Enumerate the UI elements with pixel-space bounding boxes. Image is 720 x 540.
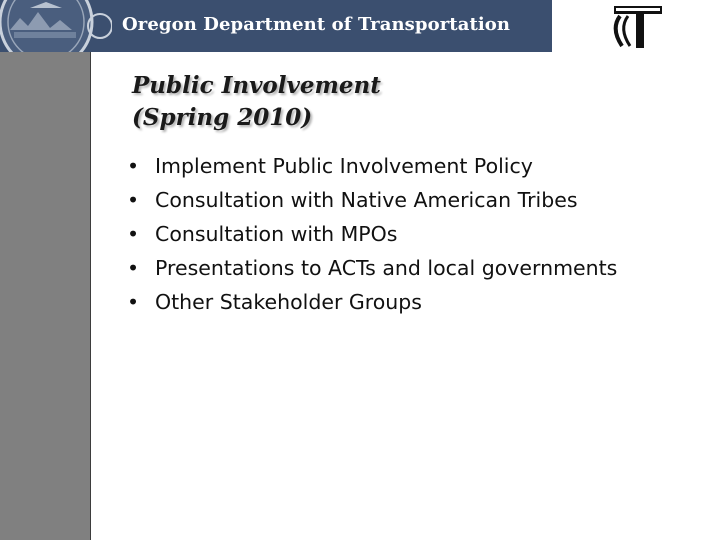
bullet-text: Presentations to ACTs and local governments: [155, 256, 618, 280]
slide-title-line1: Public Involvement: [132, 72, 381, 99]
list-item: [127, 254, 707, 283]
bullet-icon: •: [127, 154, 140, 178]
bullet-text: Consultation with Native American Tribes: [155, 188, 578, 212]
odot-logo-icon: [610, 2, 666, 52]
slide-title-line2: (Spring 2010): [132, 104, 313, 131]
bullet-icon: •: [127, 222, 140, 246]
list-item: [127, 186, 707, 215]
bullet-text: Consultation with MPOs: [155, 222, 398, 246]
list-item: [127, 152, 707, 181]
left-sidebar-bar: [0, 52, 91, 540]
oregon-state-seal-icon: [0, 0, 112, 52]
list-item: [127, 220, 707, 249]
bullet-list: [127, 152, 707, 322]
organization-name: Oregon Department of Transportation: [122, 14, 511, 35]
slide-title: [132, 70, 381, 134]
bullet-text: Other Stakeholder Groups: [155, 290, 422, 314]
bullet-icon: •: [127, 188, 140, 212]
bullet-icon: •: [127, 290, 140, 314]
header-band: [0, 0, 552, 52]
bullet-text: Implement Public Involvement Policy: [155, 154, 533, 178]
bullet-icon: •: [127, 256, 140, 280]
list-item: [127, 288, 707, 317]
